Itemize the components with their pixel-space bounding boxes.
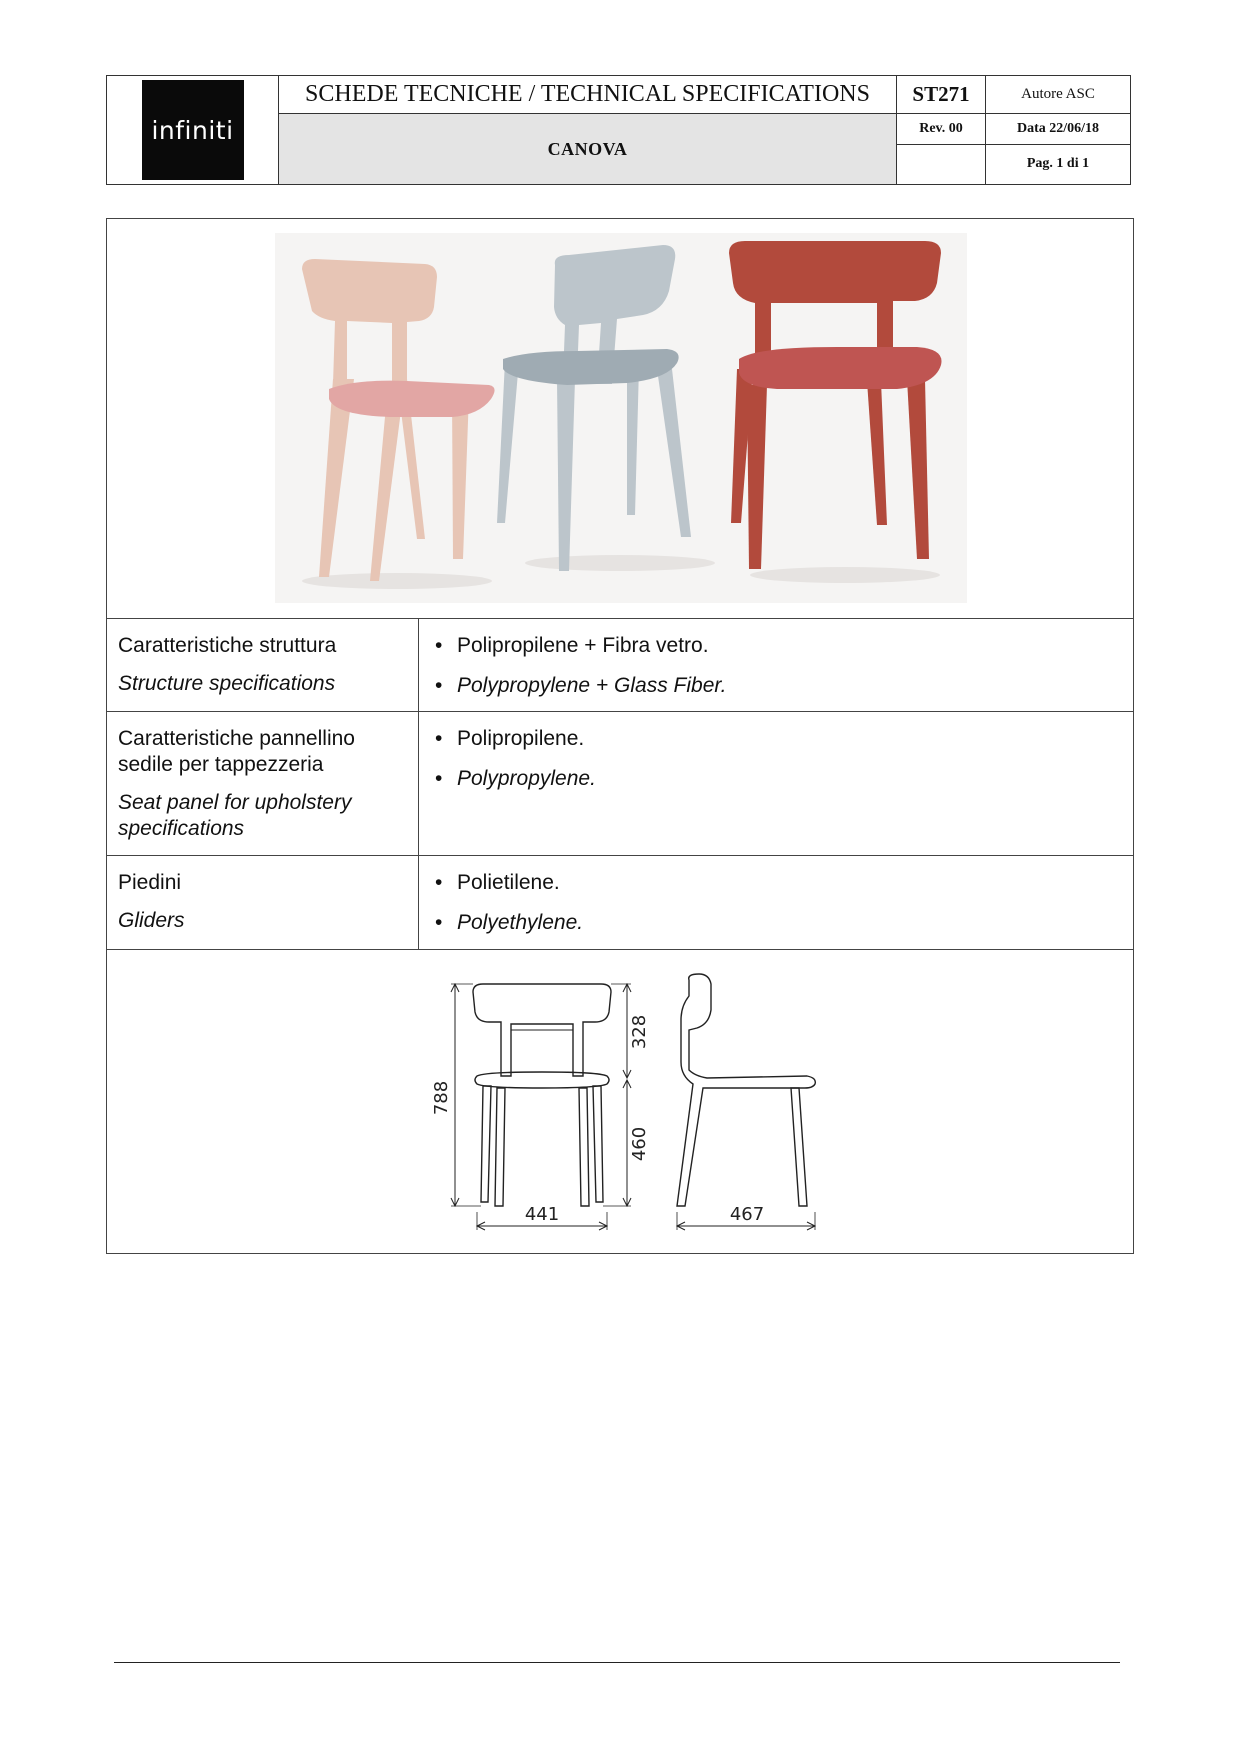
- label-english: Structure specifications: [118, 672, 336, 695]
- spec-label-structure: [107, 619, 419, 712]
- document-code: ST271: [897, 76, 986, 114]
- value-italian: • Polipropilene.: [429, 726, 1123, 752]
- value-list: [429, 633, 1123, 699]
- product-name: CANOVA: [279, 114, 897, 185]
- document-header: [106, 75, 1131, 185]
- label-italian: Caratteristiche pannellino sedile per tappezzeria: [118, 727, 355, 776]
- spec-value-seat-panel: [419, 712, 1134, 856]
- date: Data 22/06/18: [986, 114, 1131, 144]
- dimension-drawing: [107, 950, 1133, 1248]
- empty-cell: [897, 144, 986, 184]
- document-title: SCHEDE TECNICHE / TECHNICAL SPECIFICATIONS: [279, 76, 897, 114]
- value-english: • Polyethylene.: [429, 910, 1123, 936]
- logo-cell: [107, 76, 279, 185]
- dim-seat-height: [603, 1080, 631, 1206]
- value-english: • Polypropylene.: [429, 766, 1123, 792]
- logo-text: infiniti: [151, 115, 234, 145]
- value-italian: • Polipropilene + Fibra vetro.: [429, 633, 1123, 659]
- product-photo: [107, 219, 1133, 613]
- value-english: • Polypropylene + Glass Fiber.: [429, 673, 1123, 699]
- value-italian: • Polietilene.: [429, 870, 1123, 896]
- label-back-height: 328: [629, 1014, 650, 1050]
- label-english: Seat panel for upholstery specifications: [118, 791, 352, 840]
- side-view: [677, 974, 815, 1206]
- footer-divider: [114, 1662, 1120, 1663]
- chair-shadow: [525, 555, 715, 571]
- spec-label-seat-panel: [107, 712, 419, 856]
- spec-value-gliders: [419, 856, 1134, 950]
- label-italian: Piedini: [118, 871, 182, 894]
- front-view: [473, 984, 611, 1206]
- revision: Rev. 00: [897, 114, 986, 144]
- label-width: 441: [524, 1204, 560, 1225]
- chair-shadow: [302, 573, 492, 589]
- product-photo-cell: [107, 219, 1134, 619]
- chair-seat: [329, 381, 495, 417]
- chair-seat: [739, 347, 942, 389]
- label-seat-height: 460: [629, 1126, 650, 1162]
- label-total-height: 788: [431, 1080, 452, 1116]
- value-list: [429, 726, 1123, 792]
- infiniti-logo: [142, 80, 244, 180]
- label-english: Gliders: [118, 909, 185, 932]
- spec-table: [106, 218, 1134, 1254]
- spec-value-structure: [419, 619, 1134, 712]
- author: Autore ASC: [986, 76, 1131, 114]
- dimension-drawing-cell: [107, 950, 1134, 1254]
- label-depth: 467: [729, 1204, 765, 1225]
- page-number: Pag. 1 di 1: [986, 144, 1131, 184]
- chair-shadow: [750, 567, 940, 583]
- dim-back-height: [611, 984, 631, 1078]
- value-list: [429, 870, 1123, 936]
- spec-label-gliders: [107, 856, 419, 950]
- label-italian: Caratteristiche struttura: [118, 634, 337, 657]
